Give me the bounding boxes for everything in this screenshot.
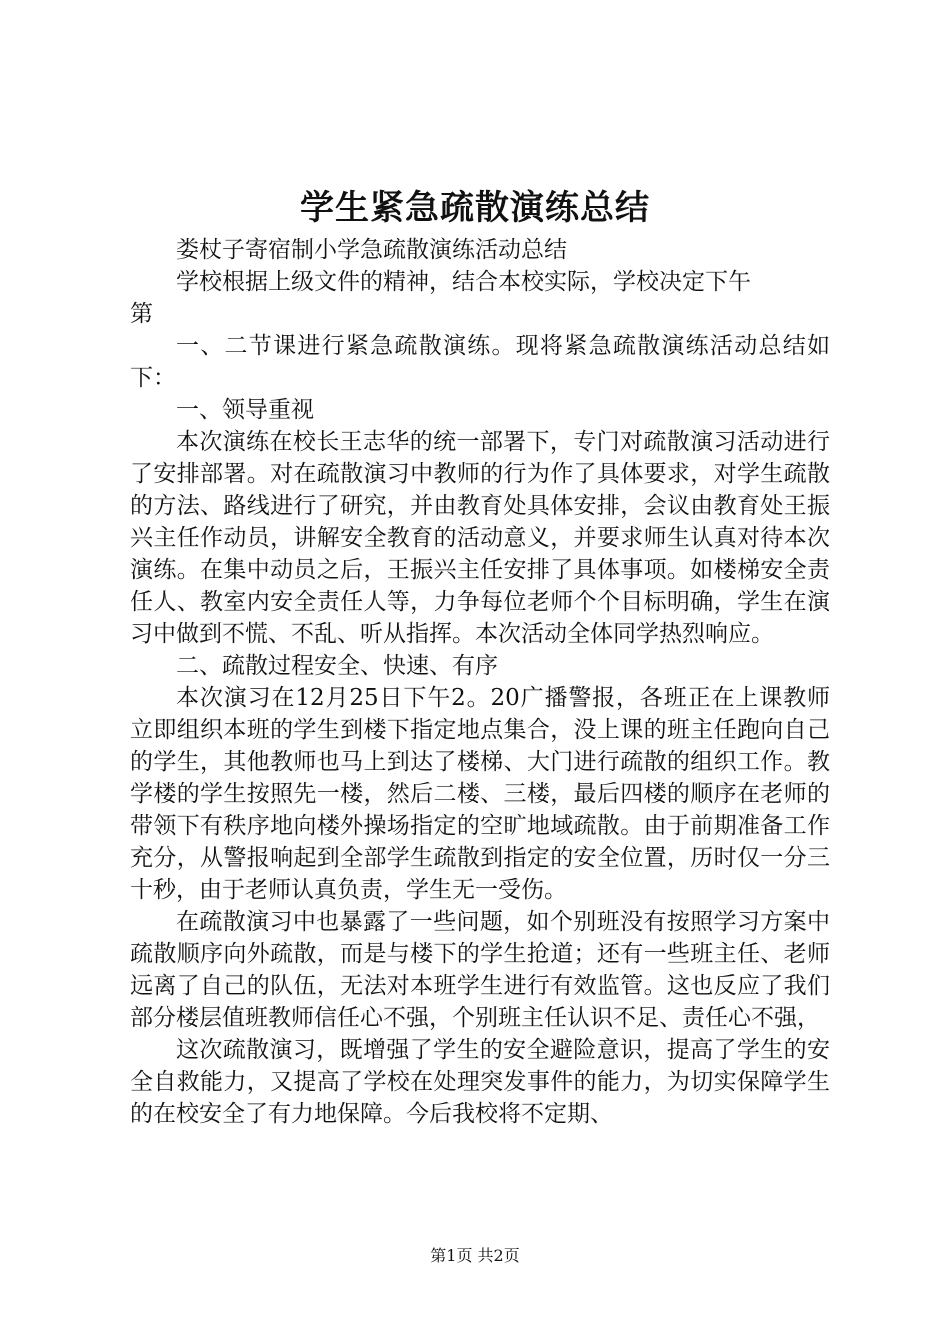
conclusion-paragraph: 这次疏散演习，既增强了学生的安全避险意识，提高了学生的安全自救能力，又提高了学校在处理突发事件的能力，为切实保障学生的在校安全了有力地保障。今后我校将不定期、 bbox=[130, 1037, 830, 1127]
problems-paragraph: 在疏散演习中也暴露了一些问题，如个别班没有按照学习方案中疏散顺序向外疏散，而是与楼下的学生抢道；还有一些班主任、老师远离了自己的队伍，无法对本班学生进行有效监管。这也反应了我们部分楼层值班教师信任心不强，个别班主任认识不足、责任心不强， bbox=[130, 909, 830, 1031]
evacuation-paragraph: 本次演习在12月25日下午2。20广播警报，各班正在上课教师立即组织本班的学生到楼下指定地点集合，没上课的班主任跑向自己的学生，其他教师也马上到达了楼梯、大门进行疏散的组织工作。教学楼的学生按照先一楼，然后二楼、三楼，最后四楼的顺序在老师的带领下有秩序地向楼外操场指定的空旷地域疏散。由于前期准备工作充分，从警报响起到全部学生疏散到指定的安全位置，历时仅一分三十秒，由于老师认真负责，学生无一受伤。 bbox=[130, 685, 830, 903]
school-summary-heading: 娄杖子寄宿制小学急疏散演练活动总结 bbox=[176, 237, 567, 263]
section-heading-leadership: 一、领导重视 bbox=[176, 397, 314, 423]
document-body bbox=[130, 234, 830, 1130]
document-title: 学生紧急疏散演练总结 bbox=[300, 188, 650, 228]
intro-paragraph-continuation: 第 bbox=[130, 301, 153, 327]
intro-paragraph-2: 一、二节课进行紧急疏散演练。现将紧急疏散演练活动总结如下： bbox=[130, 333, 830, 391]
intro-paragraph: 学校根据上级文件的精神，结合本校实际，学校决定下午 bbox=[176, 269, 751, 295]
page-footer: 第1页 共2页 bbox=[430, 1246, 520, 1265]
section-heading-evacuation: 二、疏散过程安全、快速、有序 bbox=[176, 653, 498, 679]
leadership-paragraph: 本次演练在校长王志华的统一部署下，专门对疏散演习活动进行了安排部署。对在疏散演习中教师的行为作了具体要求，对学生疏散的方法、路线进行了研究，并由教育处具体安排，会议由教育处王振兴主任作动员，讲解安全教育的活动意义，并要求师生认真对待本次演练。在集中动员之后，王振兴主任安排了具体事项。如楼梯安全责任人、教室内安全责任人等，力争每位老师个个目标明确，学生在演习中做到不慌、不乱、听从指挥。本次活动全体同学热烈响应。 bbox=[130, 429, 830, 647]
